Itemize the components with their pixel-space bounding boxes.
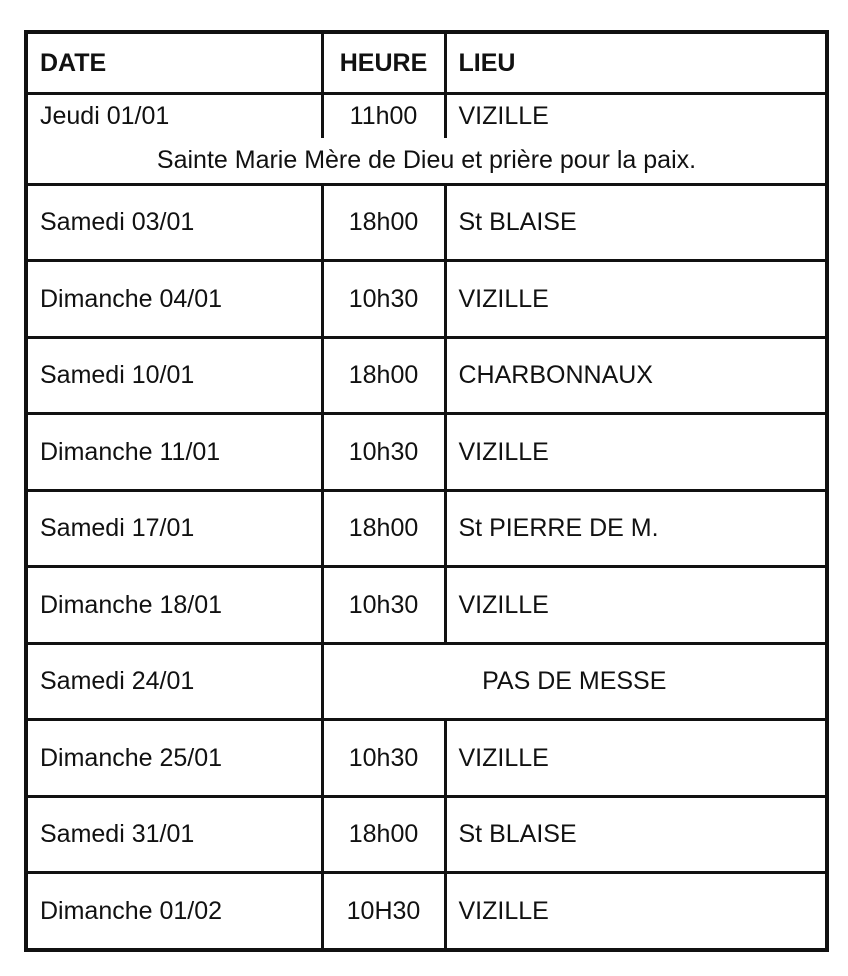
time-cell: 18h00 — [322, 337, 445, 414]
time-column-header: HEURE — [322, 32, 445, 94]
table-row — [26, 261, 827, 338]
time-cell: 10h30 — [322, 567, 445, 644]
header-row — [26, 32, 827, 94]
date-cell: Dimanche 25/01 — [26, 720, 322, 797]
time-cell: 10h30 — [322, 414, 445, 491]
date-cell: Dimanche 11/01 — [26, 414, 322, 491]
place-cell: St BLAISE — [445, 796, 827, 873]
date-cell: Samedi 31/01 — [26, 796, 322, 873]
date-cell: Dimanche 01/02 — [26, 873, 322, 950]
time-cell: 10H30 — [322, 873, 445, 950]
place-cell: VIZILLE — [445, 873, 827, 950]
place-cell: VIZILLE — [445, 567, 827, 644]
time-cell: 18h00 — [322, 490, 445, 567]
time-cell: 11h00 — [322, 94, 445, 138]
date-cell: Samedi 03/01 — [26, 184, 322, 261]
date-cell: Jeudi 01/01 — [26, 94, 322, 138]
table-row — [26, 873, 827, 950]
table-row — [26, 796, 827, 873]
place-cell: St PIERRE DE M. — [445, 490, 827, 567]
time-cell: 18h00 — [322, 184, 445, 261]
time-cell: 18h00 — [322, 796, 445, 873]
place-cell: St BLAISE — [445, 184, 827, 261]
feast-note: Sainte Marie Mère de Dieu et prière pour la paix. — [26, 138, 827, 184]
place-cell: CHARBONNAUX — [445, 337, 827, 414]
table-row — [26, 720, 827, 797]
mass-schedule-table — [24, 30, 829, 952]
place-cell: VIZILLE — [445, 261, 827, 338]
place-cell: VIZILLE — [445, 414, 827, 491]
table-row — [26, 337, 827, 414]
table-row — [26, 94, 827, 138]
table-row — [26, 184, 827, 261]
date-cell: Dimanche 04/01 — [26, 261, 322, 338]
date-column-header: DATE — [26, 32, 322, 94]
place-cell: VIZILLE — [445, 720, 827, 797]
date-cell: Samedi 10/01 — [26, 337, 322, 414]
place-column-header: LIEU — [445, 32, 827, 94]
time-cell: 10h30 — [322, 720, 445, 797]
no-mass-row — [26, 643, 827, 720]
date-cell: Dimanche 18/01 — [26, 567, 322, 644]
time-cell: 10h30 — [322, 261, 445, 338]
date-cell: Samedi 17/01 — [26, 490, 322, 567]
no-mass-label: PAS DE MESSE — [322, 643, 827, 720]
table-row — [26, 567, 827, 644]
date-cell: Samedi 24/01 — [26, 643, 322, 720]
note-row — [26, 138, 827, 184]
place-cell: VIZILLE — [445, 94, 827, 138]
table-row — [26, 414, 827, 491]
table-row — [26, 490, 827, 567]
